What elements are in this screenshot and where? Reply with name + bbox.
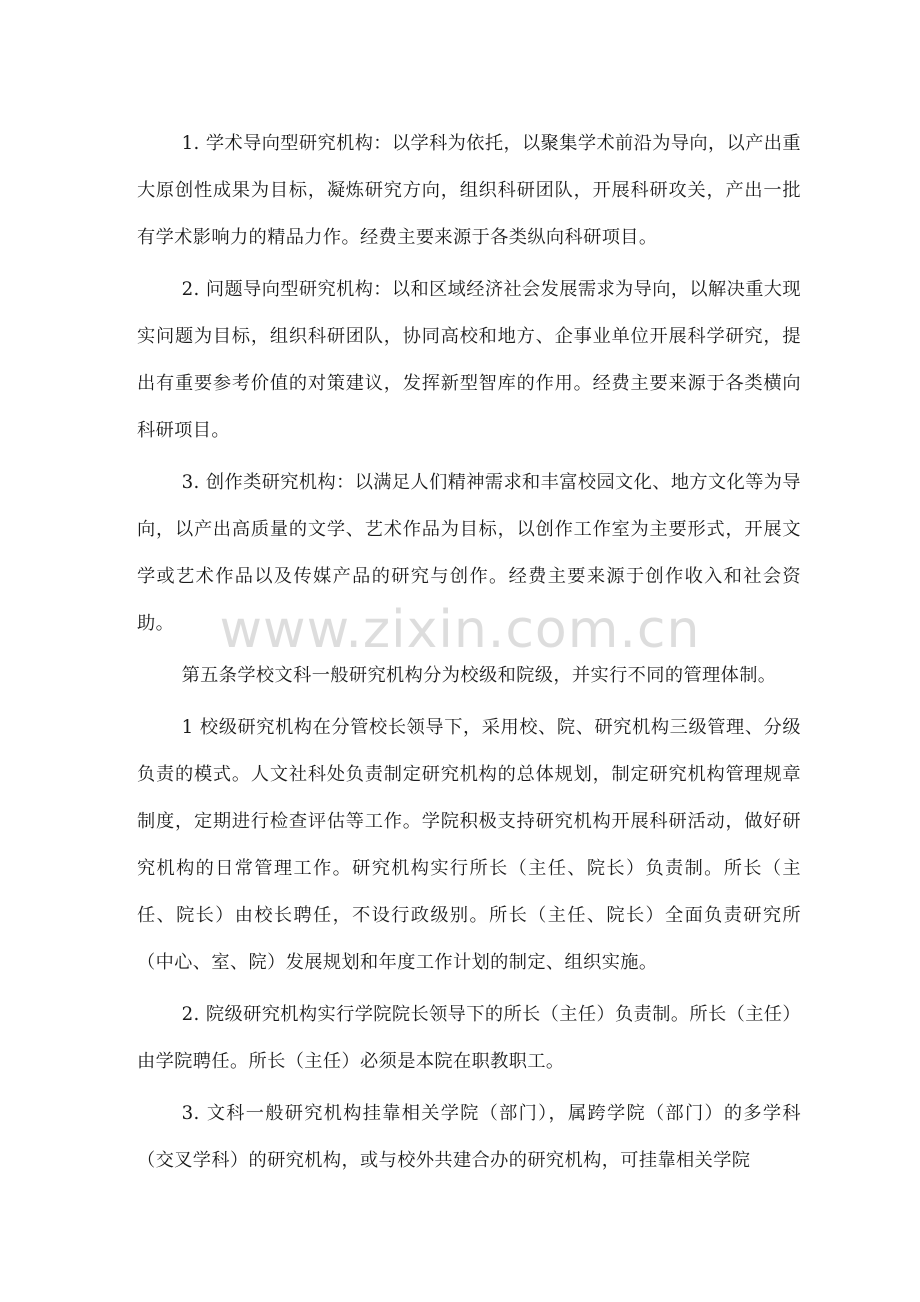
- paragraph-creative: 3. 创作类研究机构：以满足人们精神需求和丰富校园文化、地方文化等为导向，以产出高质量的文学、艺术作品为目标，以创作工作室为主要形式，开展文学或艺术作品以及传媒产品的研究与创作。经费主要来源于创作收入和社会资助。: [137, 472, 801, 634]
- document-body: [137, 120, 801, 1189]
- paragraph-problem-oriented: 2. 问题导向型研究机构：以和区域经济社会发展需求为导向，以解决重大现实问题为目标，组织科研团队，协同高校和地方、企事业单位开展科学研究，提出有重要参考价值的对策建议，发挥新型智库的作用。经费主要来源于各类横向科研项目。: [137, 279, 801, 441]
- watermark: www.zixin.com.cn: [219, 600, 701, 660]
- paragraph-article-five: 第五条学校文科一般研究机构分为校级和院级，并实行不同的管理体制。: [181, 665, 777, 686]
- paragraph-affiliation: 3. 文科一般研究机构挂靠相关学院（部门），属跨学院（部门）的多学科（交叉学科）的研究机构，或与校外共建合办的研究机构，可挂靠相关学院: [137, 1103, 801, 1171]
- paragraph-academic-oriented: 1. 学术导向型研究机构：以学科为依托，以聚集学术前沿为导向，以产出重大原创性成果为目标，凝炼研究方向，组织科研团队，开展科研攻关，产出一批有学术影响力的精品力作。经费主要来源于各类纵向科研项目。: [137, 133, 801, 248]
- paragraph-school-level: 1 校级研究机构在分管校长领导下，采用校、院、研究机构三级管理、分级负责的模式。人文社科处负责制定研究机构的总体规划，制定研究机构管理规章制度，定期进行检查评估等工作。学院积极支持研究机构开展科研活动，做好研究机构的日常管理工作。研究机构实行所长（主任、院长）负责制。所长（主任、院长）由校长聘任，不设行政级别。所长（主任、院长）全面负责研究所（中心、室、院）发展规划和年度工作计划的制定、组织实施。: [137, 717, 801, 973]
- paragraph-college-level: 2. 院级研究机构实行学院院长领导下的所长（主任）负责制。所长（主任）由学院聘任。所长（主任）必须是本院在职教职工。: [137, 1004, 801, 1072]
